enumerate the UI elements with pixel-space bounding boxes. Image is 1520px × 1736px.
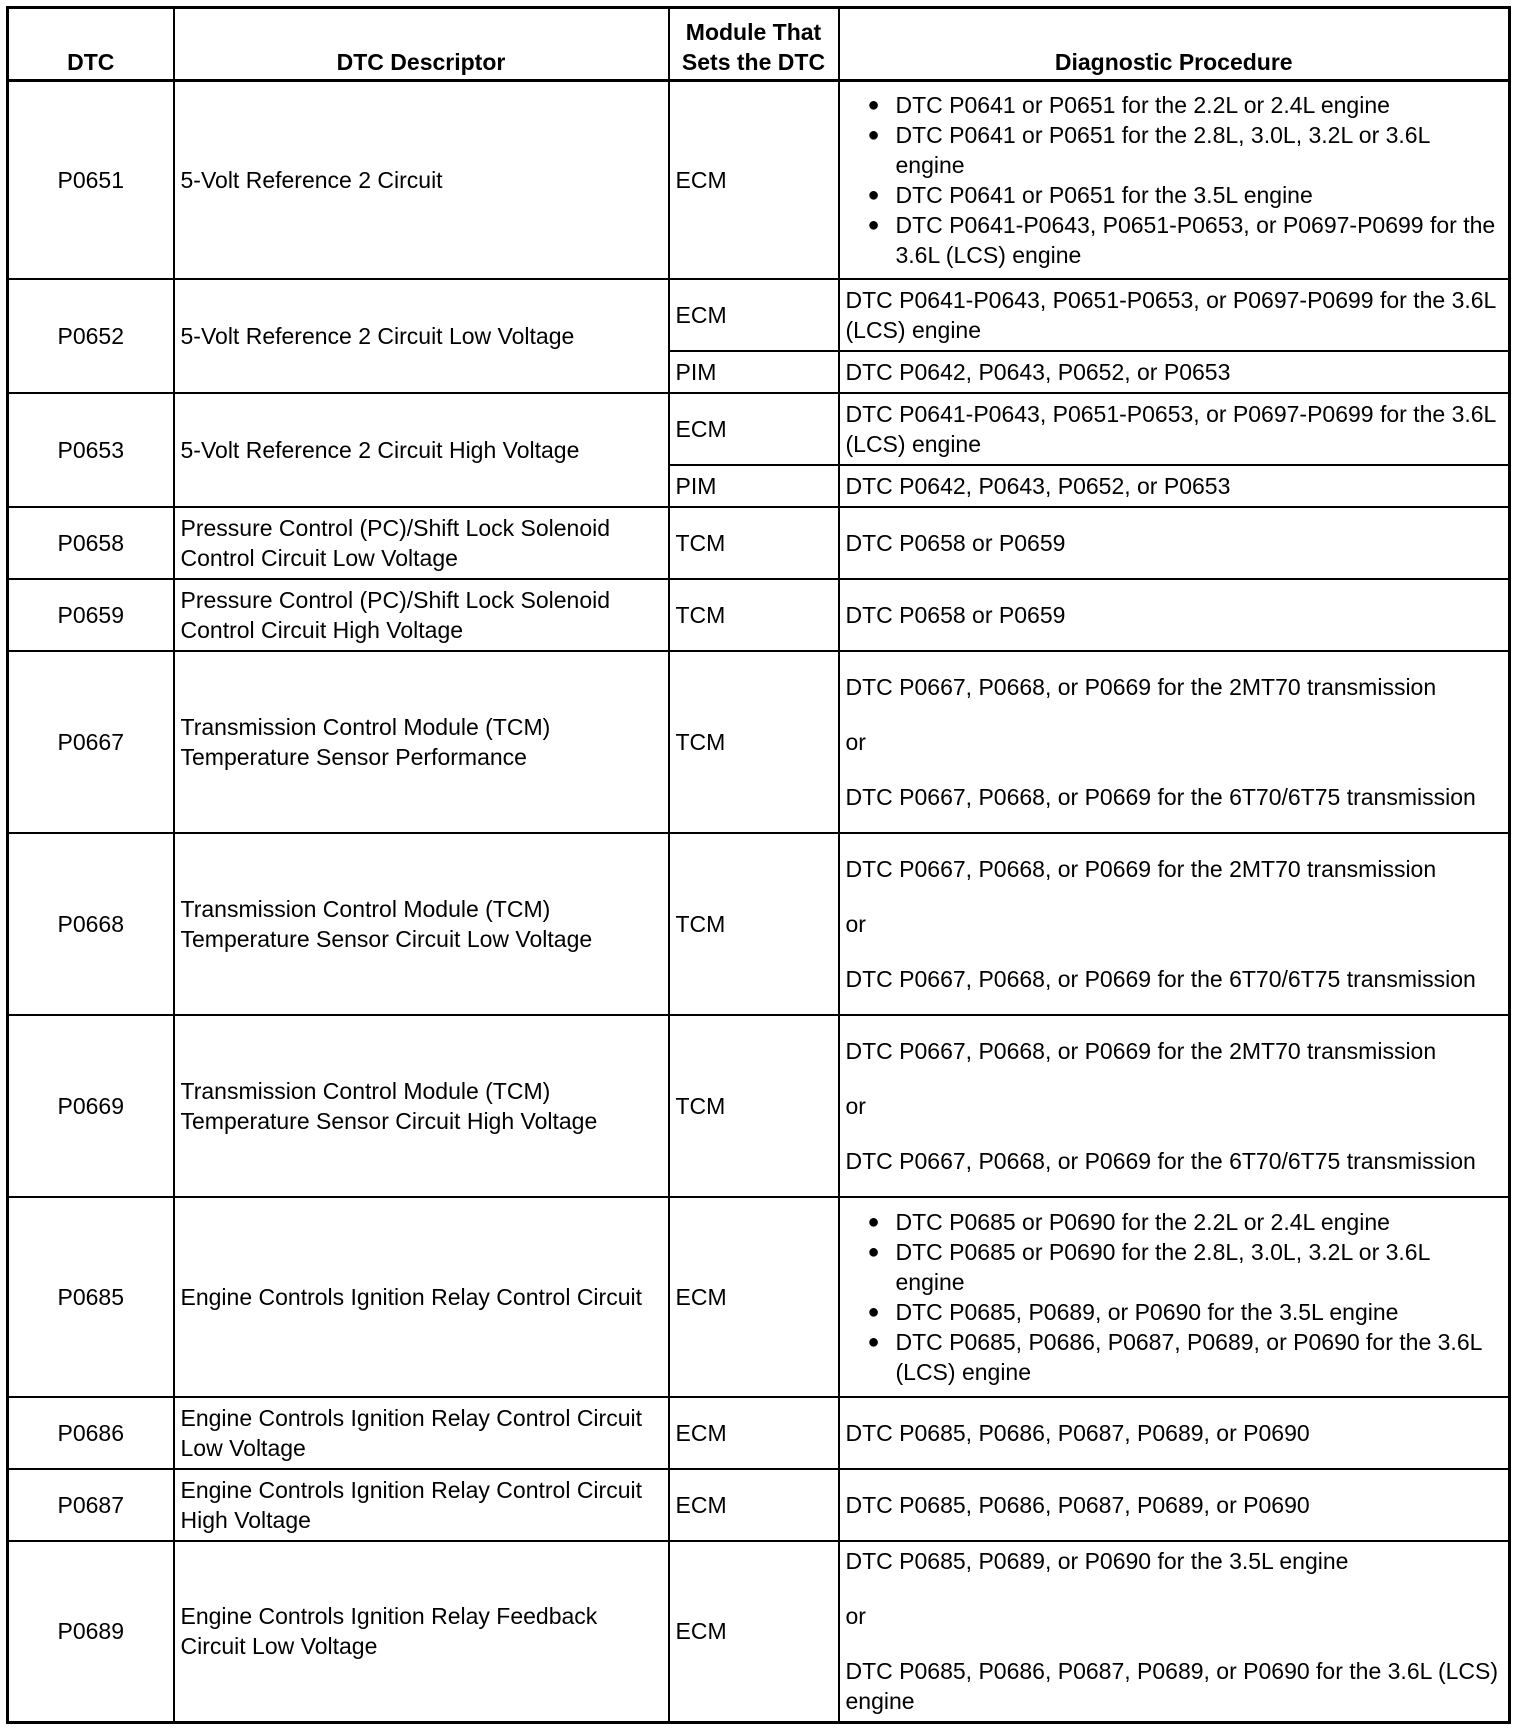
- table-row: [8, 579, 1510, 651]
- table-row: [8, 81, 1510, 279]
- dtc-descriptor: 5-Volt Reference 2 Circuit Low Voltage: [174, 279, 669, 393]
- procedure-list-item: ● DTC P0685, P0689, or P0690 for the 3.5L engine: [846, 1297, 1503, 1327]
- procedure-option-2: DTC P0667, P0668, or P0669 for the 6T70/6T75 transmission: [845, 1147, 1476, 1174]
- diagnostic-procedure: DTC P0641-P0643, P0651-P0653, or P0697-P0699 for the 3.6L (LCS) engine: [839, 279, 1510, 351]
- procedure-list-item: ● DTC P0685, P0686, P0687, P0689, or P0690 for the 3.6L (LCS) engine: [846, 1327, 1503, 1387]
- dtc-module: TCM: [669, 833, 839, 1015]
- dtc-code: P0689: [8, 1541, 174, 1723]
- dtc-descriptor: 5-Volt Reference 2 Circuit: [174, 81, 669, 279]
- procedure-alternatives: [846, 1036, 1503, 1176]
- diagnostic-procedure: [839, 1015, 1510, 1197]
- procedure-or: or: [845, 728, 866, 755]
- dtc-descriptor: Pressure Control (PC)/Shift Lock Solenoid Control Circuit Low Voltage: [174, 507, 669, 579]
- dtc-code: P0659: [8, 579, 174, 651]
- diagnostic-procedure: [839, 1541, 1510, 1723]
- dtc-descriptor: Transmission Control Module (TCM) Temperature Sensor Circuit Low Voltage: [174, 833, 669, 1015]
- table-row: [8, 651, 1510, 833]
- dtc-descriptor: Transmission Control Module (TCM) Temperature Sensor Circuit High Voltage: [174, 1015, 669, 1197]
- dtc-code: P0687: [8, 1469, 174, 1541]
- table-row: [8, 1015, 1510, 1197]
- procedure-or: or: [845, 1092, 866, 1119]
- diagnostic-procedure: [839, 81, 1510, 279]
- dtc-module: ECM: [669, 279, 839, 351]
- procedure-list-item: ● DTC P0641 or P0651 for the 2.2L or 2.4L engine: [846, 90, 1503, 120]
- dtc-module: ECM: [669, 1541, 839, 1723]
- procedure-option-1: DTC P0667, P0668, or P0669 for the 2MT70 transmission: [845, 1037, 1437, 1064]
- dtc-code: P0669: [8, 1015, 174, 1197]
- dtc-code: P0667: [8, 651, 174, 833]
- procedure-option-2: DTC P0667, P0668, or P0669 for the 6T70/6T75 transmission: [845, 965, 1476, 992]
- procedure-list-item: ● DTC P0641 or P0651 for the 3.5L engine: [846, 180, 1503, 210]
- diagnostic-procedure: DTC P0685, P0686, P0687, P0689, or P0690: [839, 1469, 1510, 1541]
- procedure-list: [846, 1207, 1503, 1387]
- procedure-list-item: ● DTC P0641 or P0651 for the 2.8L, 3.0L, 3.2L or 3.6L engine: [846, 120, 1503, 180]
- dtc-descriptor: 5-Volt Reference 2 Circuit High Voltage: [174, 393, 669, 507]
- procedure-option-2: DTC P0667, P0668, or P0669 for the 6T70/6T75 transmission: [845, 783, 1476, 810]
- header-module-line1: Module That: [685, 19, 822, 45]
- procedure-alternatives: [846, 854, 1503, 994]
- table-row: [8, 1197, 1510, 1397]
- header-dtc: DTC: [8, 8, 174, 81]
- dtc-code: P0658: [8, 507, 174, 579]
- dtc-module: ECM: [669, 1197, 839, 1397]
- table-row: [8, 1469, 1510, 1541]
- dtc-code: P0651: [8, 81, 174, 279]
- table-row: [8, 279, 1510, 351]
- procedure-option-1: DTC P0667, P0668, or P0669 for the 2MT70 transmission: [845, 673, 1437, 700]
- dtc-descriptor: Engine Controls Ignition Relay Feedback Circuit Low Voltage: [174, 1541, 669, 1723]
- table-row: [8, 1541, 1510, 1723]
- diagnostic-procedure: DTC P0642, P0643, P0652, or P0653: [839, 351, 1510, 393]
- dtc-code: P0668: [8, 833, 174, 1015]
- diagnostic-procedure: DTC P0685, P0686, P0687, P0689, or P0690: [839, 1397, 1510, 1469]
- procedure-option-1: DTC P0667, P0668, or P0669 for the 2MT70 transmission: [845, 855, 1437, 882]
- table-header: [8, 8, 1510, 81]
- procedure-option-2: DTC P0685, P0686, P0687, P0689, or P0690 for the 3.6L (LCS) engine: [845, 1658, 1499, 1715]
- dtc-table: [6, 6, 1511, 1724]
- procedure-or: or: [845, 1603, 866, 1630]
- dtc-module: ECM: [669, 81, 839, 279]
- procedure-list: [846, 90, 1503, 270]
- dtc-module: PIM: [669, 465, 839, 507]
- dtc-module: TCM: [669, 1015, 839, 1197]
- diagnostic-procedure: [839, 1197, 1510, 1397]
- header-procedure: Diagnostic Procedure: [839, 8, 1510, 81]
- dtc-descriptor: Engine Controls Ignition Relay Control Circuit Low Voltage: [174, 1397, 669, 1469]
- header-module: [669, 8, 839, 81]
- dtc-module: ECM: [669, 393, 839, 465]
- table-row: [8, 833, 1510, 1015]
- dtc-module: TCM: [669, 651, 839, 833]
- header-descriptor: DTC Descriptor: [174, 8, 669, 81]
- diagnostic-procedure: [839, 651, 1510, 833]
- procedure-list-item: ● DTC P0685 or P0690 for the 2.8L, 3.0L, 3.2L or 3.6L engine: [846, 1237, 1503, 1297]
- dtc-descriptor: Engine Controls Ignition Relay Control Circuit High Voltage: [174, 1469, 669, 1541]
- diagnostic-procedure: [839, 833, 1510, 1015]
- dtc-module: ECM: [669, 1469, 839, 1541]
- procedure-option-1: DTC P0685, P0689, or P0690 for the 3.5L engine: [845, 1548, 1349, 1575]
- dtc-module: TCM: [669, 579, 839, 651]
- header-row: [8, 8, 1510, 81]
- procedure-list-item: ● DTC P0685 or P0690 for the 2.2L or 2.4L engine: [846, 1207, 1503, 1237]
- dtc-descriptor: Transmission Control Module (TCM) Temperature Sensor Performance: [174, 651, 669, 833]
- diagnostic-procedure: DTC P0658 or P0659: [839, 507, 1510, 579]
- dtc-code: P0685: [8, 1197, 174, 1397]
- dtc-module: TCM: [669, 507, 839, 579]
- dtc-module: PIM: [669, 351, 839, 393]
- table-row: [8, 507, 1510, 579]
- table-row: [8, 393, 1510, 465]
- table-body: [8, 81, 1510, 1723]
- procedure-or: or: [845, 910, 866, 937]
- dtc-descriptor: Pressure Control (PC)/Shift Lock Solenoid Control Circuit High Voltage: [174, 579, 669, 651]
- dtc-module: ECM: [669, 1397, 839, 1469]
- diagnostic-procedure: DTC P0641-P0643, P0651-P0653, or P0697-P0699 for the 3.6L (LCS) engine: [839, 393, 1510, 465]
- diagnostic-procedure: DTC P0642, P0643, P0652, or P0653: [839, 465, 1510, 507]
- diagnostic-procedure: DTC P0658 or P0659: [839, 579, 1510, 651]
- procedure-alternatives: [846, 1546, 1503, 1716]
- dtc-descriptor: Engine Controls Ignition Relay Control Circuit: [174, 1197, 669, 1397]
- table-row: [8, 1397, 1510, 1469]
- dtc-code: P0686: [8, 1397, 174, 1469]
- procedure-list-item: ● DTC P0641-P0643, P0651-P0653, or P0697-P0699 for the 3.6L (LCS) engine: [846, 210, 1503, 270]
- dtc-code: P0653: [8, 393, 174, 507]
- header-module-line2: Sets the DTC: [681, 49, 826, 75]
- procedure-alternatives: [846, 672, 1503, 812]
- dtc-code: P0652: [8, 279, 174, 393]
